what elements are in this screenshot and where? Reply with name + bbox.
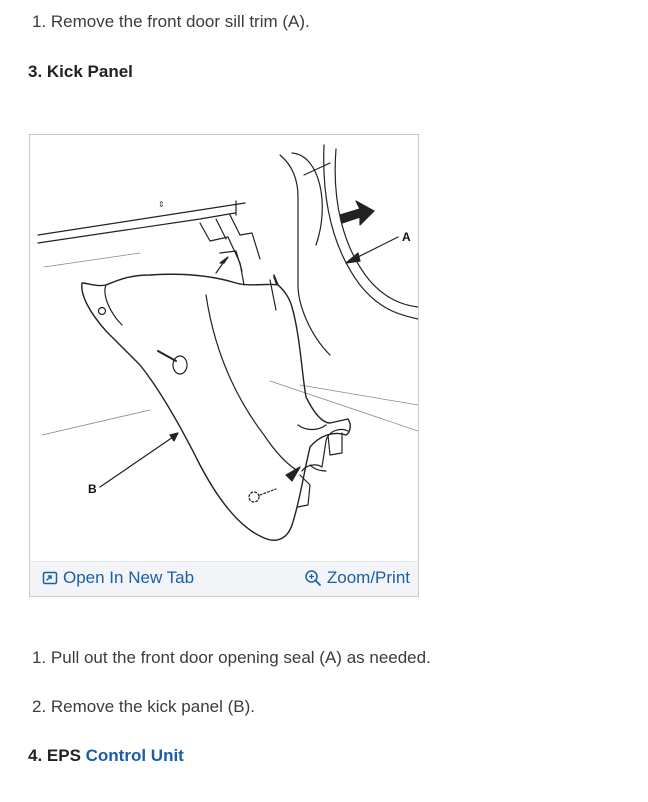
open-in-new-tab-label: Open In New Tab: [63, 568, 195, 587]
kick-panel-figure: [29, 134, 419, 597]
control-unit-link[interactable]: Control Unit: [85, 746, 184, 765]
zoom-print-link[interactable]: [304, 568, 410, 588]
callout-a: A: [402, 230, 411, 244]
section-heading-kick-panel: 3. Kick Panel: [28, 62, 133, 81]
callout-b: B: [88, 482, 97, 496]
step-remove-kick-panel: 2. Remove the kick panel (B).: [32, 697, 255, 716]
step-pull-door-seal: 1. Pull out the front door opening seal (A) as needed.: [32, 648, 431, 667]
zoom-print-label: Zoom/Print: [326, 568, 410, 587]
open-in-new-tab-link[interactable]: [42, 568, 194, 588]
svg-text:⇕: ⇕: [158, 200, 165, 209]
figure-toolbar: [30, 561, 418, 596]
open-new-tab-icon: [42, 570, 58, 586]
kick-panel-illustration: [30, 135, 418, 563]
section4-prefix: 4. EPS: [28, 746, 86, 765]
step-remove-sill-trim: 1. Remove the front door sill trim (A).: [32, 12, 310, 31]
zoom-icon: [304, 569, 322, 587]
section-heading-eps-control-unit: [28, 746, 184, 766]
